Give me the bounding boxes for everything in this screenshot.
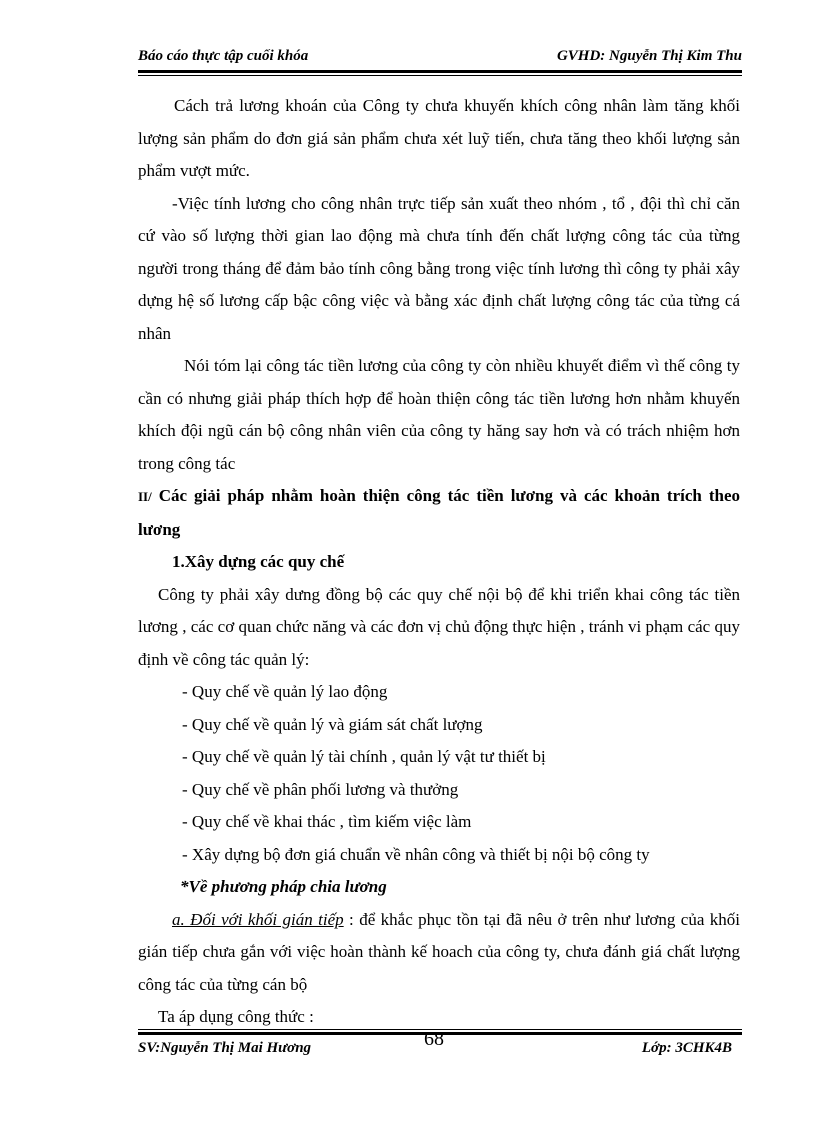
page-body — [138, 90, 740, 1034]
list-item: - Quy chế về quản lý tài chính , quản lý vật tư thiết bị — [182, 747, 546, 766]
paragraph-formula-intro: Ta áp dụng công thức : — [158, 1007, 314, 1026]
section-heading — [138, 480, 740, 546]
section-title: Các giải pháp nhằm hoàn thiện công tác tiền lương và các khoản trích theo lương — [138, 486, 740, 539]
page-number: 68 — [424, 1028, 444, 1050]
list-item: - Quy chế về phân phối lương và thưởng — [182, 779, 459, 799]
paragraph-regulations: Công ty phải xây dưng đồng bộ các quy chế nội bộ để khi triển khai công tác tiền lương , các cơ quan chức năng và các đơn vị chủ động thực hiện , tránh vi phạm các quy định về công tác quản lý: — [138, 584, 740, 669]
header-rule-thick — [138, 70, 742, 73]
list-item: - Quy chế về khai thác , tìm kiếm việc làm — [182, 812, 472, 831]
paragraph-summary: Nói tóm lại công tác tiền lương của công ty còn nhiều khuyết điểm vì thế công ty cần có nhưng giải pháp thích hợp để hoàn thiện công tác tiền lương hơn nhằm khuyến khích đội ngũ cán bộ công nhân viên của công ty hăng say hơn và có trách nhiệm hơn trong công tác — [138, 356, 740, 473]
list-item: - Quy chế về quản lý lao động — [182, 682, 388, 701]
section-number: II/ — [138, 489, 152, 504]
subsection-heading: 1.Xây dựng các quy chế — [172, 552, 345, 571]
list-item: - Xây dựng bộ đơn giá chuẩn về nhân công và thiết bị nội bộ công ty — [182, 844, 650, 864]
page-header — [138, 48, 742, 72]
indirect-block-label: a. Đối với khối gián tiếp — [172, 909, 344, 929]
header-supervisor: GVHD: Nguyễn Thị Kim Thu — [556, 48, 742, 64]
method-heading: *Về phương pháp chia lương — [180, 877, 387, 896]
indirect-block-text: : để khắc phục tồn tại đã nêu ở trên như lương của khối gián tiếp chưa gắn với việc hoàn thành kế hoach của công ty, chưa đánh giá chất lượng công tác của từng cán bộ — [138, 909, 740, 994]
page-footer — [138, 1028, 742, 1060]
list-item: - Quy chế về quản lý và giám sát chất lượng — [182, 714, 483, 734]
paragraph-team-salary: -Việc tính lương cho công nhân trực tiếp sản xuất theo nhóm , tổ , đội thì chỉ căn cứ vào số lượng thời gian lao động mà chưa tính đến chất lượng công tác của từng người trong tháng để đảm bảo tính công bằng trong việc tính lương thì công ty phải xây dựng hệ số lương cấp bậc công việc và bằng xác định chất lượng công tác của từng cá nhân — [138, 193, 740, 343]
paragraph-indirect-block — [138, 904, 740, 1002]
paragraph-piecework-pay: Cách trả lương khoán của Công ty chưa khuyến khích công nhân làm tăng khối lượng sản phẩm do đơn giá sản phẩm chưa xét luỹ tiến, chưa tăng theo khối lượng sản phẩm vượt mức. — [138, 96, 740, 180]
footer-class: Lớp: 3CHK4B — [641, 1040, 732, 1056]
header-report-title: Báo cáo thực tập cuối khóa — [138, 48, 309, 64]
footer-student-name: SV:Nguyễn Thị Mai Hương — [138, 1040, 312, 1056]
header-rule-thin — [138, 75, 742, 76]
